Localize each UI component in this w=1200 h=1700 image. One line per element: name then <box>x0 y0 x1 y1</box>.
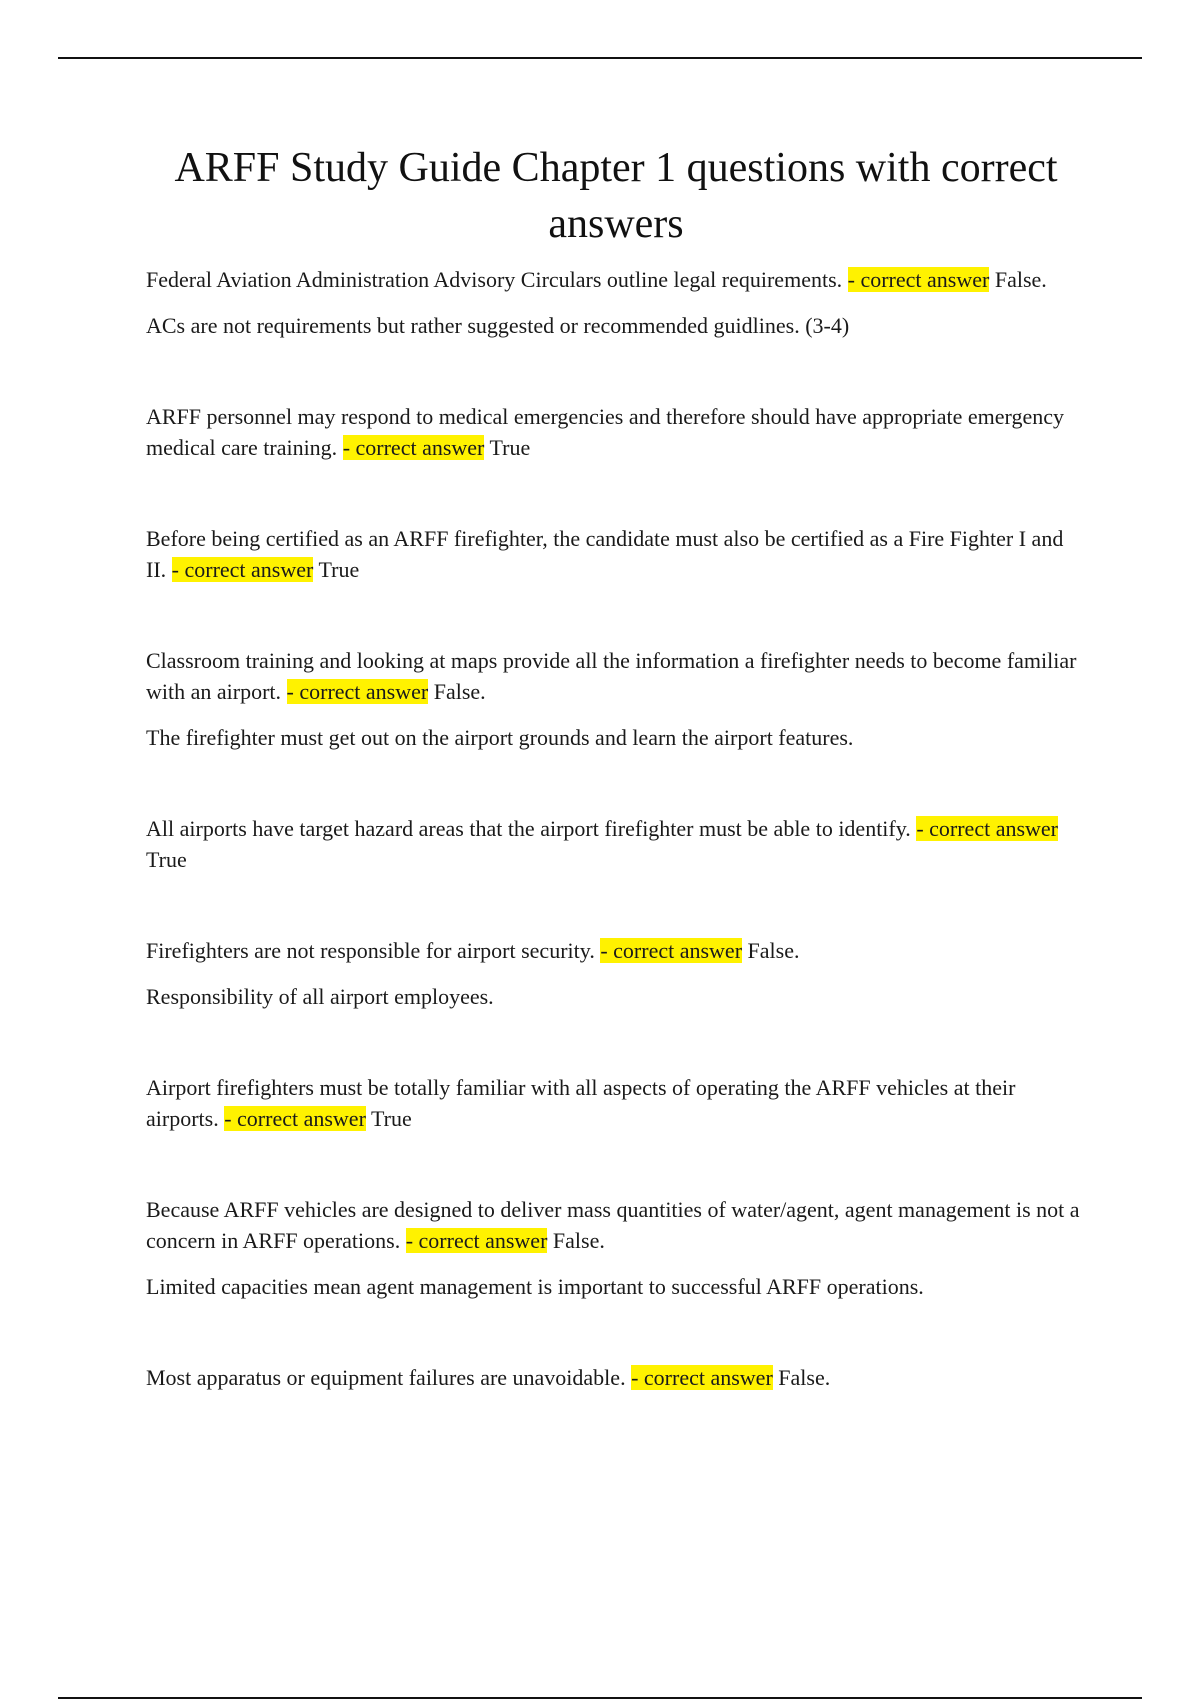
answer-text: False. <box>747 938 800 963</box>
qa-question-line <box>146 401 1086 463</box>
question-text: All airports have target hazard areas that the airport firefighter must be able to identify. <box>146 816 911 841</box>
question-text: Most apparatus or equipment failures are unavoidable. <box>146 1365 626 1390</box>
question-text: Classroom training and looking at maps provide all the information a firefighter needs to become familiar with an airport. <box>146 648 1077 704</box>
question-text: Federal Aviation Administration Advisory Circulars outline legal requirements. <box>146 267 843 292</box>
correct-answer-marker: - correct answer <box>600 938 743 963</box>
answer-note: ACs are not requirements but rather suggested or recommended guidlines. (3-4) <box>146 313 850 338</box>
qa-item <box>146 1362 1086 1393</box>
qa-question-line <box>146 1194 1086 1256</box>
qa-question-line <box>146 1072 1086 1134</box>
qa-question-line <box>146 523 1086 585</box>
question-text: Airport firefighters must be totally familiar with all aspects of operating the ARFF vehicles at their airports. <box>146 1075 1016 1131</box>
question-text: ARFF personnel may respond to medical emergencies and therefore should have appropriate emergency medical care training. <box>146 404 1064 460</box>
answer-text: True <box>489 435 531 460</box>
answer-text: False. <box>433 679 486 704</box>
correct-answer-marker: - correct answer <box>286 679 429 704</box>
qa-item <box>146 523 1086 585</box>
answer-note: Responsibility of all airport employees. <box>146 984 494 1009</box>
qa-item <box>146 1194 1086 1302</box>
question-text: Firefighters are not responsible for airport security. <box>146 938 595 963</box>
correct-answer-marker: - correct answer <box>224 1106 366 1131</box>
correct-answer-marker: - correct answer <box>405 1228 548 1253</box>
answer-text: True <box>146 847 187 872</box>
correct-answer-marker: - correct answer <box>916 816 1059 841</box>
answer-text: False. <box>552 1228 605 1253</box>
document-page <box>146 140 1086 1393</box>
qa-question-line <box>146 264 1086 295</box>
document-title: ARFF Study Guide Chapter 1 questions with correct answers <box>174 145 1058 247</box>
qa-item <box>146 813 1086 875</box>
qa-item <box>146 1072 1086 1134</box>
qa-item <box>146 935 1086 1012</box>
answer-text: True <box>318 557 360 582</box>
correct-answer-marker: - correct answer <box>631 1365 773 1390</box>
correct-answer-marker: - correct answer <box>847 267 990 292</box>
qa-item <box>146 645 1086 753</box>
answer-note: Limited capacities mean agent management is important to successful ARFF operations. <box>146 1274 924 1299</box>
answer-text: False. <box>994 267 1047 292</box>
qa-item <box>146 264 1086 341</box>
answer-text: True <box>371 1106 412 1131</box>
correct-answer-marker: - correct answer <box>171 557 314 582</box>
question-text: Because ARFF vehicles are designed to deliver mass quantities of water/agent, agent management is not a concern in ARFF operations. <box>146 1197 1080 1253</box>
question-text: Before being certified as an ARFF firefighter, the candidate must also be certified as a Fire Fighter I and II. <box>146 526 1064 582</box>
qa-question-line <box>146 1362 1086 1393</box>
answer-text: False. <box>778 1365 831 1390</box>
qa-item <box>146 401 1086 463</box>
qa-question-line <box>146 935 1086 966</box>
qa-question-line <box>146 645 1086 707</box>
qa-question-line <box>146 813 1086 875</box>
answer-note: The firefighter must get out on the airport grounds and learn the airport features. <box>146 725 854 750</box>
bottom-rule <box>58 1697 1142 1699</box>
correct-answer-marker: - correct answer <box>342 435 485 460</box>
top-rule <box>58 57 1142 59</box>
